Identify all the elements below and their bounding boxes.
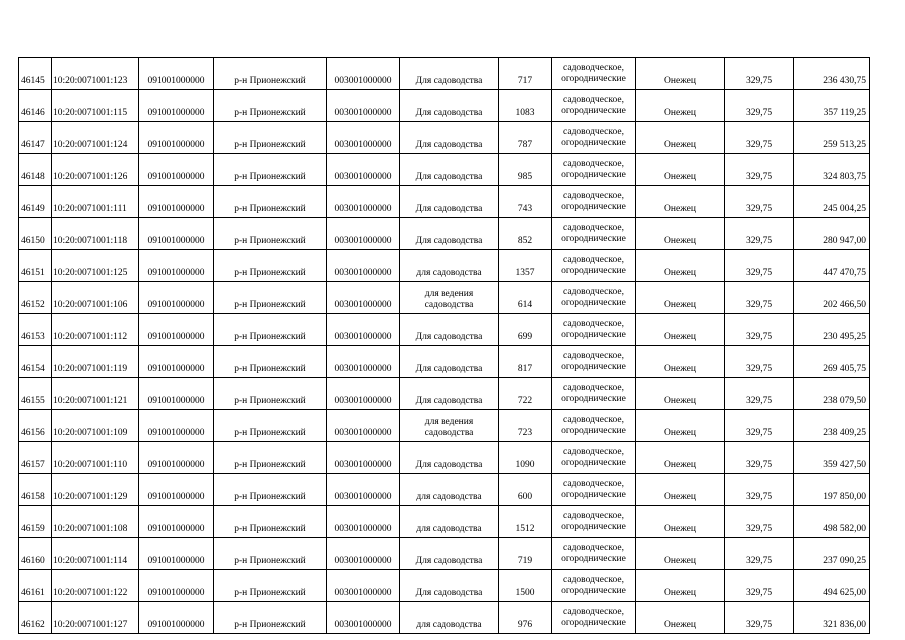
permitted-use-cell: Для садоводства [400,378,499,410]
district-cell: р-н Прионежский [214,90,327,122]
cadastral-value-cell: 280 947,00 [794,218,870,250]
code-cell: 003001000000 [327,90,400,122]
area-cell: 1357 [499,250,552,282]
category-cell: садоводческое, огороднические [552,218,636,250]
specific-value-cell: 329,75 [725,410,794,442]
cadastral-value-cell: 238 079,50 [794,378,870,410]
table-row [19,474,870,506]
cadastral-value-cell: 357 119,25 [794,90,870,122]
okato-code-cell: 091001000000 [139,122,214,154]
table-row [19,602,870,634]
district-cell: р-н Прионежский [214,538,327,570]
permitted-use-cell: Для садоводства [400,154,499,186]
district-cell: р-н Прионежский [214,346,327,378]
document-page [18,57,870,634]
area-cell: 1090 [499,442,552,474]
area-cell: 1500 [499,570,552,602]
code-cell: 003001000000 [327,474,400,506]
okato-code-cell: 091001000000 [139,346,214,378]
area-cell: 817 [499,346,552,378]
cadastral-value-cell: 230 495,25 [794,314,870,346]
category-cell: садоводческое, огороднические [552,186,636,218]
locality-cell: Онежец [636,570,725,602]
permitted-use-cell: для садоводства [400,602,499,634]
table-row [19,314,870,346]
code-cell: 003001000000 [327,602,400,634]
specific-value-cell: 329,75 [725,122,794,154]
okato-code-cell: 091001000000 [139,602,214,634]
category-cell: садоводческое, огороднические [552,58,636,90]
cadastral-value-cell: 359 427,50 [794,442,870,474]
row-id-cell: 46150 [19,218,52,250]
cadastral-number-cell: 10:20:0071001:112 [52,314,139,346]
row-id-cell: 46159 [19,506,52,538]
code-cell: 003001000000 [327,314,400,346]
row-id-cell: 46147 [19,122,52,154]
category-cell: садоводческое, огороднические [552,442,636,474]
permitted-use-cell: Для садоводства [400,218,499,250]
cadastral-value-cell: 236 430,75 [794,58,870,90]
area-cell: 722 [499,378,552,410]
cadastral-number-cell: 10:20:0071001:106 [52,282,139,314]
area-cell: 1083 [499,90,552,122]
specific-value-cell: 329,75 [725,474,794,506]
cadastral-number-cell: 10:20:0071001:109 [52,410,139,442]
code-cell: 003001000000 [327,378,400,410]
area-cell: 787 [499,122,552,154]
category-cell: садоводческое, огороднические [552,410,636,442]
row-id-cell: 46157 [19,442,52,474]
row-id-cell: 46149 [19,186,52,218]
table-row [19,122,870,154]
locality-cell: Онежец [636,346,725,378]
code-cell: 003001000000 [327,250,400,282]
specific-value-cell: 329,75 [725,186,794,218]
row-id-cell: 46160 [19,538,52,570]
cadastral-number-cell: 10:20:0071001:123 [52,58,139,90]
district-cell: р-н Прионежский [214,154,327,186]
permitted-use-cell: Для садоводства [400,442,499,474]
row-id-cell: 46162 [19,602,52,634]
specific-value-cell: 329,75 [725,602,794,634]
district-cell: р-н Прионежский [214,218,327,250]
specific-value-cell: 329,75 [725,346,794,378]
permitted-use-cell: Для садоводства [400,538,499,570]
table-row [19,282,870,314]
okato-code-cell: 091001000000 [139,58,214,90]
okato-code-cell: 091001000000 [139,314,214,346]
permitted-use-cell: для ведения садоводства [400,410,499,442]
cadastral-number-cell: 10:20:0071001:126 [52,154,139,186]
cadastral-number-cell: 10:20:0071001:125 [52,250,139,282]
table-row [19,378,870,410]
category-cell: садоводческое, огороднические [552,90,636,122]
cadastral-value-cell: 269 405,75 [794,346,870,378]
district-cell: р-н Прионежский [214,378,327,410]
cadastral-value-cell: 238 409,25 [794,410,870,442]
code-cell: 003001000000 [327,186,400,218]
cadastral-value-cell: 245 004,25 [794,186,870,218]
row-id-cell: 46152 [19,282,52,314]
permitted-use-cell: Для садоводства [400,186,499,218]
locality-cell: Онежец [636,282,725,314]
category-cell: садоводческое, огороднические [552,602,636,634]
permitted-use-cell: Для садоводства [400,122,499,154]
category-cell: садоводческое, огороднические [552,346,636,378]
table-row [19,186,870,218]
cadastral-value-cell: 259 513,25 [794,122,870,154]
area-cell: 719 [499,538,552,570]
cadastral-value-cell: 324 803,75 [794,154,870,186]
cadastral-value-cell: 197 850,00 [794,474,870,506]
category-cell: садоводческое, огороднические [552,154,636,186]
table-body [19,58,870,634]
row-id-cell: 46154 [19,346,52,378]
permitted-use-cell: Для садоводства [400,346,499,378]
table-row [19,346,870,378]
specific-value-cell: 329,75 [725,282,794,314]
area-cell: 1512 [499,506,552,538]
category-cell: садоводческое, огороднические [552,282,636,314]
district-cell: р-н Прионежский [214,314,327,346]
district-cell: р-н Прионежский [214,506,327,538]
table-row [19,410,870,442]
locality-cell: Онежец [636,58,725,90]
area-cell: 717 [499,58,552,90]
permitted-use-cell: Для садоводства [400,90,499,122]
area-cell: 723 [499,410,552,442]
cadastral-value-cell: 202 466,50 [794,282,870,314]
locality-cell: Онежец [636,538,725,570]
specific-value-cell: 329,75 [725,218,794,250]
specific-value-cell: 329,75 [725,378,794,410]
cadastral-number-cell: 10:20:0071001:111 [52,186,139,218]
cadastral-number-cell: 10:20:0071001:124 [52,122,139,154]
code-cell: 003001000000 [327,442,400,474]
land-plots-table [18,57,870,634]
locality-cell: Онежец [636,474,725,506]
okato-code-cell: 091001000000 [139,474,214,506]
category-cell: садоводческое, огороднические [552,378,636,410]
area-cell: 852 [499,218,552,250]
okato-code-cell: 091001000000 [139,186,214,218]
specific-value-cell: 329,75 [725,90,794,122]
area-cell: 699 [499,314,552,346]
code-cell: 003001000000 [327,218,400,250]
permitted-use-cell: Для садоводства [400,58,499,90]
district-cell: р-н Прионежский [214,410,327,442]
row-id-cell: 46153 [19,314,52,346]
cadastral-number-cell: 10:20:0071001:114 [52,538,139,570]
category-cell: садоводческое, огороднические [552,474,636,506]
cadastral-value-cell: 321 836,00 [794,602,870,634]
permitted-use-cell: для садоводства [400,506,499,538]
locality-cell: Онежец [636,250,725,282]
area-cell: 614 [499,282,552,314]
area-cell: 743 [499,186,552,218]
table-row [19,250,870,282]
row-id-cell: 46158 [19,474,52,506]
specific-value-cell: 329,75 [725,250,794,282]
cadastral-number-cell: 10:20:0071001:122 [52,570,139,602]
locality-cell: Онежец [636,90,725,122]
district-cell: р-н Прионежский [214,122,327,154]
area-cell: 600 [499,474,552,506]
permitted-use-cell: для ведения садоводства [400,282,499,314]
category-cell: садоводческое, огороднические [552,506,636,538]
row-id-cell: 46146 [19,90,52,122]
okato-code-cell: 091001000000 [139,282,214,314]
row-id-cell: 46155 [19,378,52,410]
okato-code-cell: 091001000000 [139,410,214,442]
code-cell: 003001000000 [327,282,400,314]
code-cell: 003001000000 [327,154,400,186]
okato-code-cell: 091001000000 [139,538,214,570]
okato-code-cell: 091001000000 [139,90,214,122]
row-id-cell: 46161 [19,570,52,602]
cadastral-number-cell: 10:20:0071001:119 [52,346,139,378]
locality-cell: Онежец [636,314,725,346]
table-row [19,218,870,250]
cadastral-number-cell: 10:20:0071001:118 [52,218,139,250]
okato-code-cell: 091001000000 [139,154,214,186]
table-row [19,506,870,538]
locality-cell: Онежец [636,122,725,154]
district-cell: р-н Прионежский [214,570,327,602]
table-row [19,90,870,122]
permitted-use-cell: для садоводства [400,250,499,282]
okato-code-cell: 091001000000 [139,378,214,410]
cadastral-number-cell: 10:20:0071001:121 [52,378,139,410]
specific-value-cell: 329,75 [725,442,794,474]
category-cell: садоводческое, огороднические [552,122,636,154]
cadastral-number-cell: 10:20:0071001:129 [52,474,139,506]
locality-cell: Онежец [636,378,725,410]
specific-value-cell: 329,75 [725,538,794,570]
code-cell: 003001000000 [327,410,400,442]
row-id-cell: 46145 [19,58,52,90]
code-cell: 003001000000 [327,506,400,538]
cadastral-value-cell: 498 582,00 [794,506,870,538]
code-cell: 003001000000 [327,58,400,90]
district-cell: р-н Прионежский [214,474,327,506]
permitted-use-cell: для садоводства [400,474,499,506]
specific-value-cell: 329,75 [725,314,794,346]
okato-code-cell: 091001000000 [139,442,214,474]
row-id-cell: 46151 [19,250,52,282]
specific-value-cell: 329,75 [725,154,794,186]
district-cell: р-н Прионежский [214,602,327,634]
table-row [19,442,870,474]
specific-value-cell: 329,75 [725,570,794,602]
table-row [19,538,870,570]
table-row [19,570,870,602]
locality-cell: Онежец [636,442,725,474]
cadastral-number-cell: 10:20:0071001:110 [52,442,139,474]
row-id-cell: 46148 [19,154,52,186]
row-id-cell: 46156 [19,410,52,442]
area-cell: 985 [499,154,552,186]
locality-cell: Онежец [636,218,725,250]
district-cell: р-н Прионежский [214,186,327,218]
locality-cell: Онежец [636,602,725,634]
locality-cell: Онежец [636,506,725,538]
code-cell: 003001000000 [327,122,400,154]
category-cell: садоводческое, огороднические [552,538,636,570]
district-cell: р-н Прионежский [214,58,327,90]
table-row [19,154,870,186]
locality-cell: Онежец [636,410,725,442]
locality-cell: Онежец [636,154,725,186]
category-cell: садоводческое, огороднические [552,314,636,346]
permitted-use-cell: Для садоводства [400,314,499,346]
okato-code-cell: 091001000000 [139,570,214,602]
code-cell: 003001000000 [327,538,400,570]
specific-value-cell: 329,75 [725,506,794,538]
table-row [19,58,870,90]
okato-code-cell: 091001000000 [139,218,214,250]
locality-cell: Онежец [636,186,725,218]
district-cell: р-н Прионежский [214,250,327,282]
permitted-use-cell: Для садоводства [400,570,499,602]
cadastral-number-cell: 10:20:0071001:108 [52,506,139,538]
category-cell: садоводческое, огороднические [552,250,636,282]
cadastral-value-cell: 237 090,25 [794,538,870,570]
cadastral-value-cell: 494 625,00 [794,570,870,602]
code-cell: 003001000000 [327,346,400,378]
district-cell: р-н Прионежский [214,442,327,474]
cadastral-number-cell: 10:20:0071001:127 [52,602,139,634]
category-cell: садоводческое, огороднические [552,570,636,602]
code-cell: 003001000000 [327,570,400,602]
area-cell: 976 [499,602,552,634]
cadastral-number-cell: 10:20:0071001:115 [52,90,139,122]
district-cell: р-н Прионежский [214,282,327,314]
cadastral-value-cell: 447 470,75 [794,250,870,282]
okato-code-cell: 091001000000 [139,506,214,538]
specific-value-cell: 329,75 [725,58,794,90]
okato-code-cell: 091001000000 [139,250,214,282]
